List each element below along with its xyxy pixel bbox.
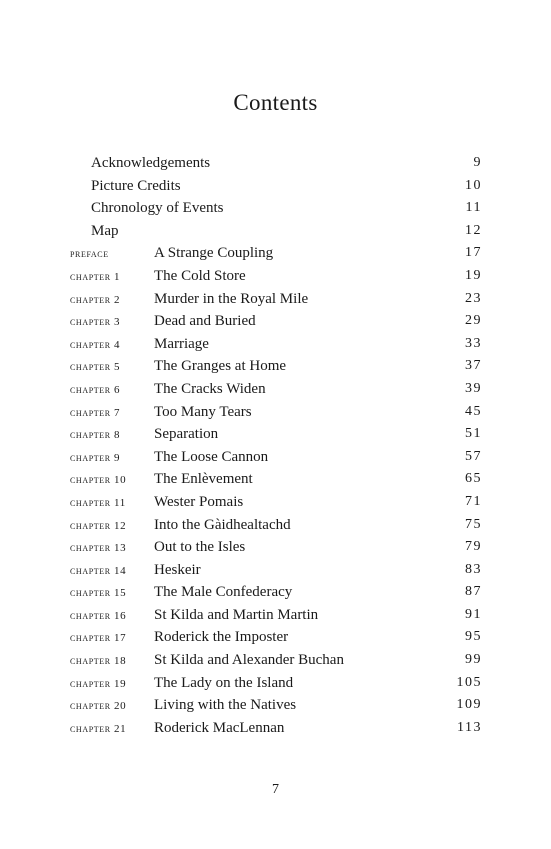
toc-chapter-entry <box>70 626 482 649</box>
toc-chapter-entry <box>70 672 482 695</box>
chapter-page-number: 75 <box>465 516 482 532</box>
chapter-title: Heskeir <box>154 561 201 578</box>
table-of-contents <box>70 152 482 739</box>
chapter-title: A Strange Coupling <box>154 245 274 262</box>
toc-chapter-entry <box>70 355 482 378</box>
toc-front-entry <box>70 175 482 198</box>
chapter-label: chapter 17 <box>70 632 127 645</box>
chapter-label: chapter 20 <box>70 700 127 713</box>
toc-chapter-entry <box>70 514 482 537</box>
chapter-page-number: 113 <box>457 719 482 735</box>
toc-chapter-entry <box>70 378 482 401</box>
toc-front-entry <box>70 220 482 243</box>
chapter-page-number: 65 <box>465 471 482 487</box>
toc-chapter-entry <box>70 333 482 356</box>
toc-chapter-entry <box>70 604 482 627</box>
chapter-title: Marriage <box>154 335 209 352</box>
chapter-page-number: 45 <box>465 403 482 419</box>
chapter-page-number: 19 <box>465 267 482 283</box>
chapter-title: Into the Gàidhealtachd <box>154 516 291 533</box>
chapter-label: chapter 1 <box>70 270 121 283</box>
chapter-page-number: 99 <box>465 652 482 668</box>
entry-title: Picture Credits <box>91 177 181 194</box>
chapter-label: chapter 12 <box>70 519 127 532</box>
chapter-label: chapter 7 <box>70 406 121 419</box>
toc-front-entry <box>70 197 482 220</box>
entry-title: Map <box>91 222 119 239</box>
chapter-label: chapter 6 <box>70 383 121 396</box>
toc-chapter-entry <box>70 265 482 288</box>
chapter-title: The Lady on the Island <box>154 674 294 691</box>
toc-chapter-entry <box>70 559 482 582</box>
chapter-title: Separation <box>154 426 219 443</box>
chapter-label: chapter 10 <box>70 474 127 487</box>
chapter-page-number: 29 <box>465 313 482 329</box>
chapter-page-number: 91 <box>465 606 482 622</box>
chapter-page-number: 57 <box>465 448 482 464</box>
toc-front-entry <box>70 152 482 175</box>
toc-chapter-entry <box>70 468 482 491</box>
toc-chapter-entry <box>70 401 482 424</box>
chapter-page-number: 37 <box>465 358 482 374</box>
toc-chapter-entry <box>70 446 482 469</box>
entry-title: Chronology of Events <box>91 200 224 217</box>
chapter-page-number: 83 <box>465 561 482 577</box>
chapter-title: Too Many Tears <box>154 403 252 420</box>
chapter-title: Out to the Isles <box>154 539 246 556</box>
chapter-title: St Kilda and Martin Martin <box>154 606 319 623</box>
toc-chapter-entry <box>70 694 482 717</box>
chapter-label: chapter 15 <box>70 587 127 600</box>
chapter-label: chapter 13 <box>70 542 127 555</box>
chapter-label: chapter 21 <box>70 722 127 735</box>
chapter-title: The Loose Cannon <box>154 448 269 465</box>
toc-chapter-entry <box>70 536 482 559</box>
page-title: Contents <box>233 90 318 115</box>
chapter-page-number: 33 <box>465 335 482 351</box>
chapter-label: chapter 3 <box>70 316 121 329</box>
chapter-label: chapter 19 <box>70 677 127 690</box>
entry-page-number: 10 <box>465 177 482 193</box>
chapter-page-number: 23 <box>465 290 482 306</box>
chapter-page-number: 71 <box>465 493 482 509</box>
chapter-label: chapter 8 <box>70 429 121 442</box>
toc-chapter-entry <box>70 491 482 514</box>
chapter-title: The Enlèvement <box>154 471 253 488</box>
chapter-label: preface <box>70 248 109 261</box>
chapter-label: chapter 11 <box>70 496 126 509</box>
chapter-title: Roderick the Imposter <box>154 629 289 646</box>
chapter-label: chapter 4 <box>70 338 121 351</box>
toc-chapter-entry <box>70 423 482 446</box>
chapter-label: chapter 2 <box>70 293 121 306</box>
chapter-page-number: 95 <box>465 629 482 645</box>
chapter-label: chapter 5 <box>70 361 121 374</box>
chapter-title: Wester Pomais <box>154 493 244 510</box>
chapter-page-number: 39 <box>465 380 482 396</box>
chapter-title: Murder in the Royal Mile <box>154 290 309 307</box>
toc-chapter-entry <box>70 288 482 311</box>
chapter-title: The Granges at Home <box>154 358 287 375</box>
chapter-title: The Cold Store <box>154 267 246 284</box>
chapter-title: The Male Confederacy <box>154 584 293 601</box>
entry-page-number: 9 <box>473 155 482 170</box>
chapter-label: chapter 14 <box>70 564 127 577</box>
chapter-page-number: 87 <box>465 584 482 600</box>
toc-chapter-entry <box>70 310 482 333</box>
chapter-page-number: 79 <box>465 539 482 555</box>
toc-chapter-entry <box>70 717 482 740</box>
chapter-title: St Kilda and Alexander Buchan <box>154 652 344 669</box>
entry-title: Acknowledgements <box>91 155 211 171</box>
chapter-page-number: 51 <box>465 426 482 442</box>
page-number: 7 <box>272 782 279 797</box>
toc-chapter-entry <box>70 649 482 672</box>
chapter-label: chapter 18 <box>70 655 127 668</box>
toc-chapter-entry <box>70 242 482 265</box>
entry-page-number: 11 <box>465 200 482 216</box>
chapter-label: chapter 9 <box>70 451 121 464</box>
chapter-title: Dead and Buried <box>154 313 256 330</box>
chapter-title: Roderick MacLennan <box>154 719 285 736</box>
chapter-title: The Cracks Widen <box>154 380 266 397</box>
chapter-page-number: 17 <box>465 245 482 261</box>
chapter-page-number: 109 <box>456 697 482 713</box>
entry-page-number: 12 <box>465 222 482 238</box>
chapter-label: chapter 16 <box>70 609 127 622</box>
chapter-title: Living with the Natives <box>154 697 297 714</box>
toc-chapter-entry <box>70 581 482 604</box>
chapter-page-number: 105 <box>456 674 482 690</box>
